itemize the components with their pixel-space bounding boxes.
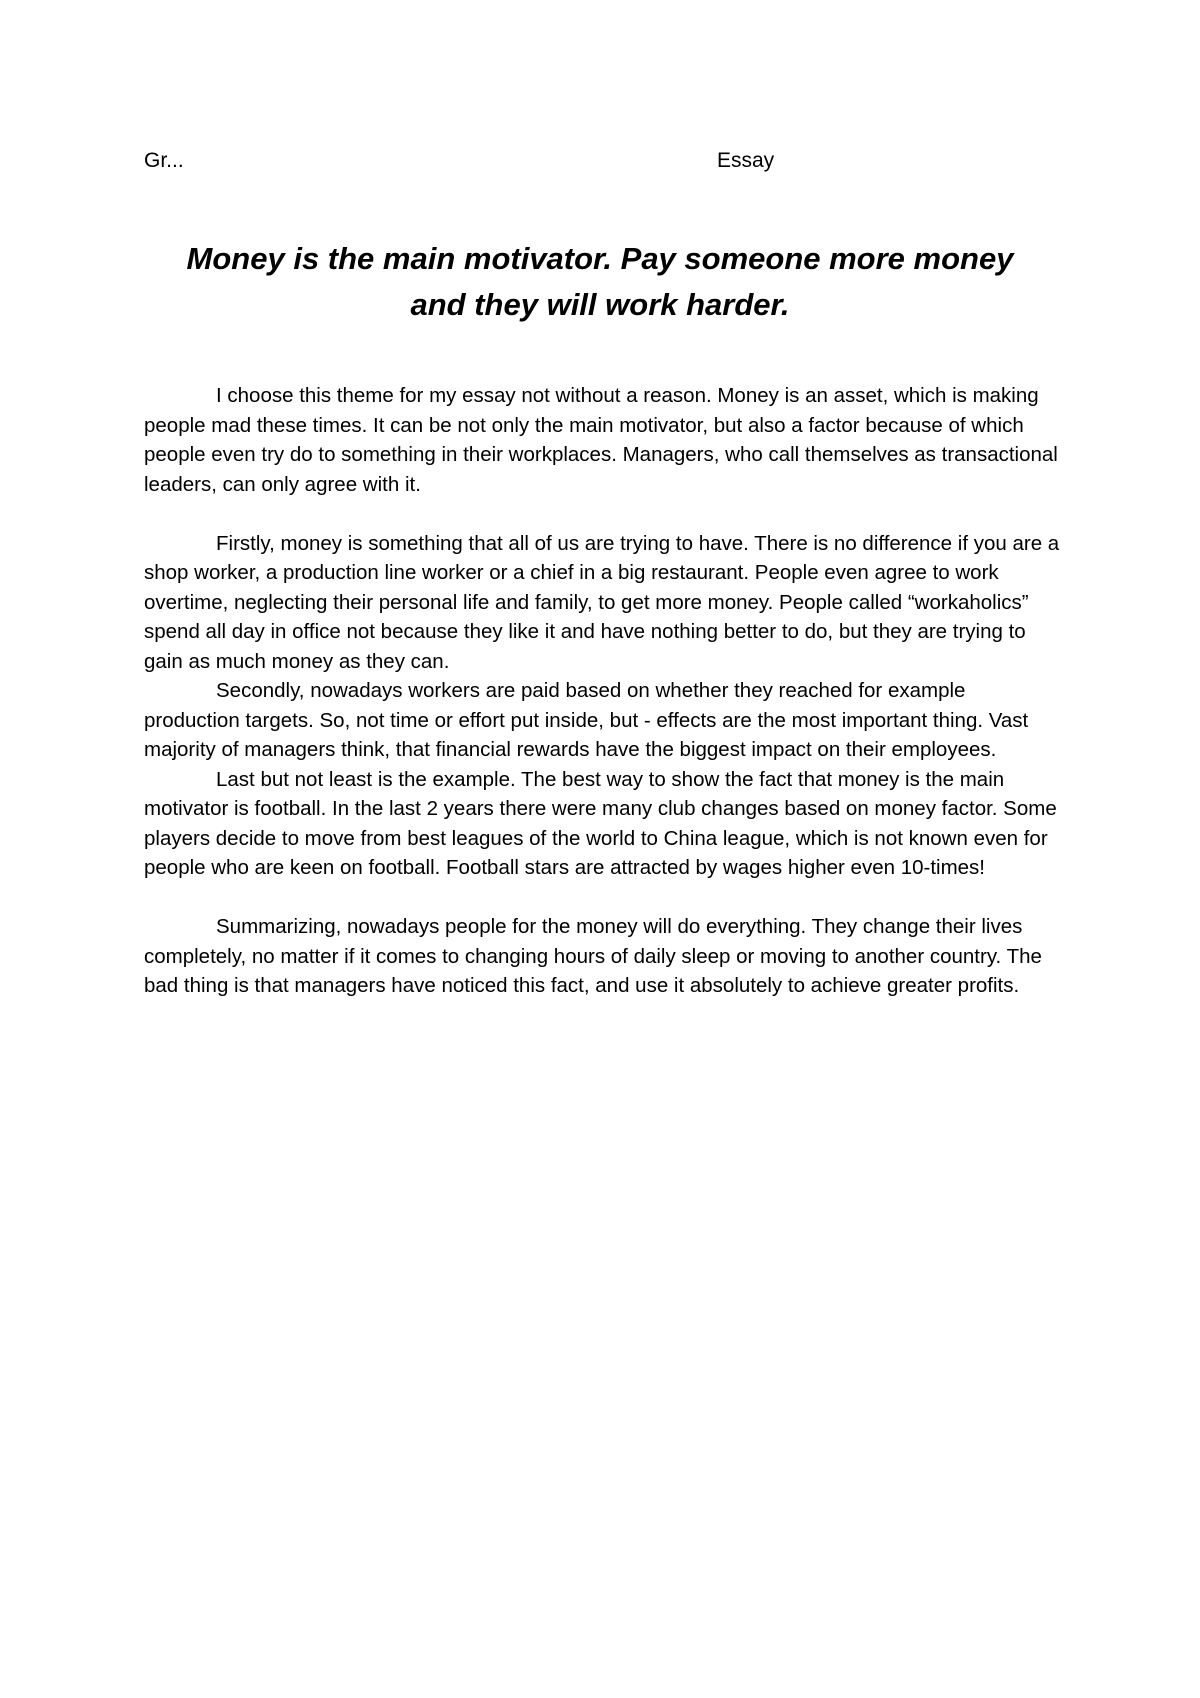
essay-title <box>144 236 1056 328</box>
paragraph-last-but-not-least: Last but not least is the example. The best way to show the fact that money is the main motivator is football. In the last 2 years there were many club changes based on money factor. Some players decide to move from best leagues of the world to China league, which is not known even for people who are keen on football. Football stars are attracted by wages higher even 10-times! <box>144 767 1057 879</box>
paragraph-gap <box>144 883 1064 913</box>
essay-title-line-2: and they will work harder. <box>410 287 790 322</box>
paragraph-gap <box>144 499 1064 529</box>
essay-body <box>144 381 1064 1001</box>
header-doc-type: Essay <box>717 149 775 172</box>
header-author: Gr... <box>144 149 184 172</box>
paragraph-secondly: Secondly, nowadays workers are paid based on whether they reached for example production targets. So, not time or effort put inside, but - effects are the most important thing. Vast majority of managers think, that financial rewards have the biggest impact on their employees. <box>144 679 1029 761</box>
paragraph-firstly: Firstly, money is something that all of us are trying to have. There is no difference if you are a shop worker, a production line worker or a chief in a big restaurant. People even agree to work overtime, neglecting their personal life and family, to get more money. People called “workaholics” spend all day in office not because they like it and have nothing better to do, but they are trying to gain as much money as they can. <box>144 531 1060 673</box>
essay-title-line-1: Money is the main motivator. Pay someone more money <box>186 241 1014 276</box>
page-header <box>144 146 1056 176</box>
paragraph-introduction: I choose this theme for my essay not without a reason. Money is an asset, which is making people mad these times. It can be not only the main motivator, but also a factor because of which people even try do to something in their workplaces. Managers, who call themselves as transactional leaders, can only agree with it. <box>144 384 1058 496</box>
paragraph-summary: Summarizing, nowadays people for the money will do everything. They change their lives completely, no matter if it comes to changing hours of daily sleep or moving to another country. The bad thing is that managers have noticed this fact, and use it absolutely to achieve greater profits. <box>144 915 1042 997</box>
